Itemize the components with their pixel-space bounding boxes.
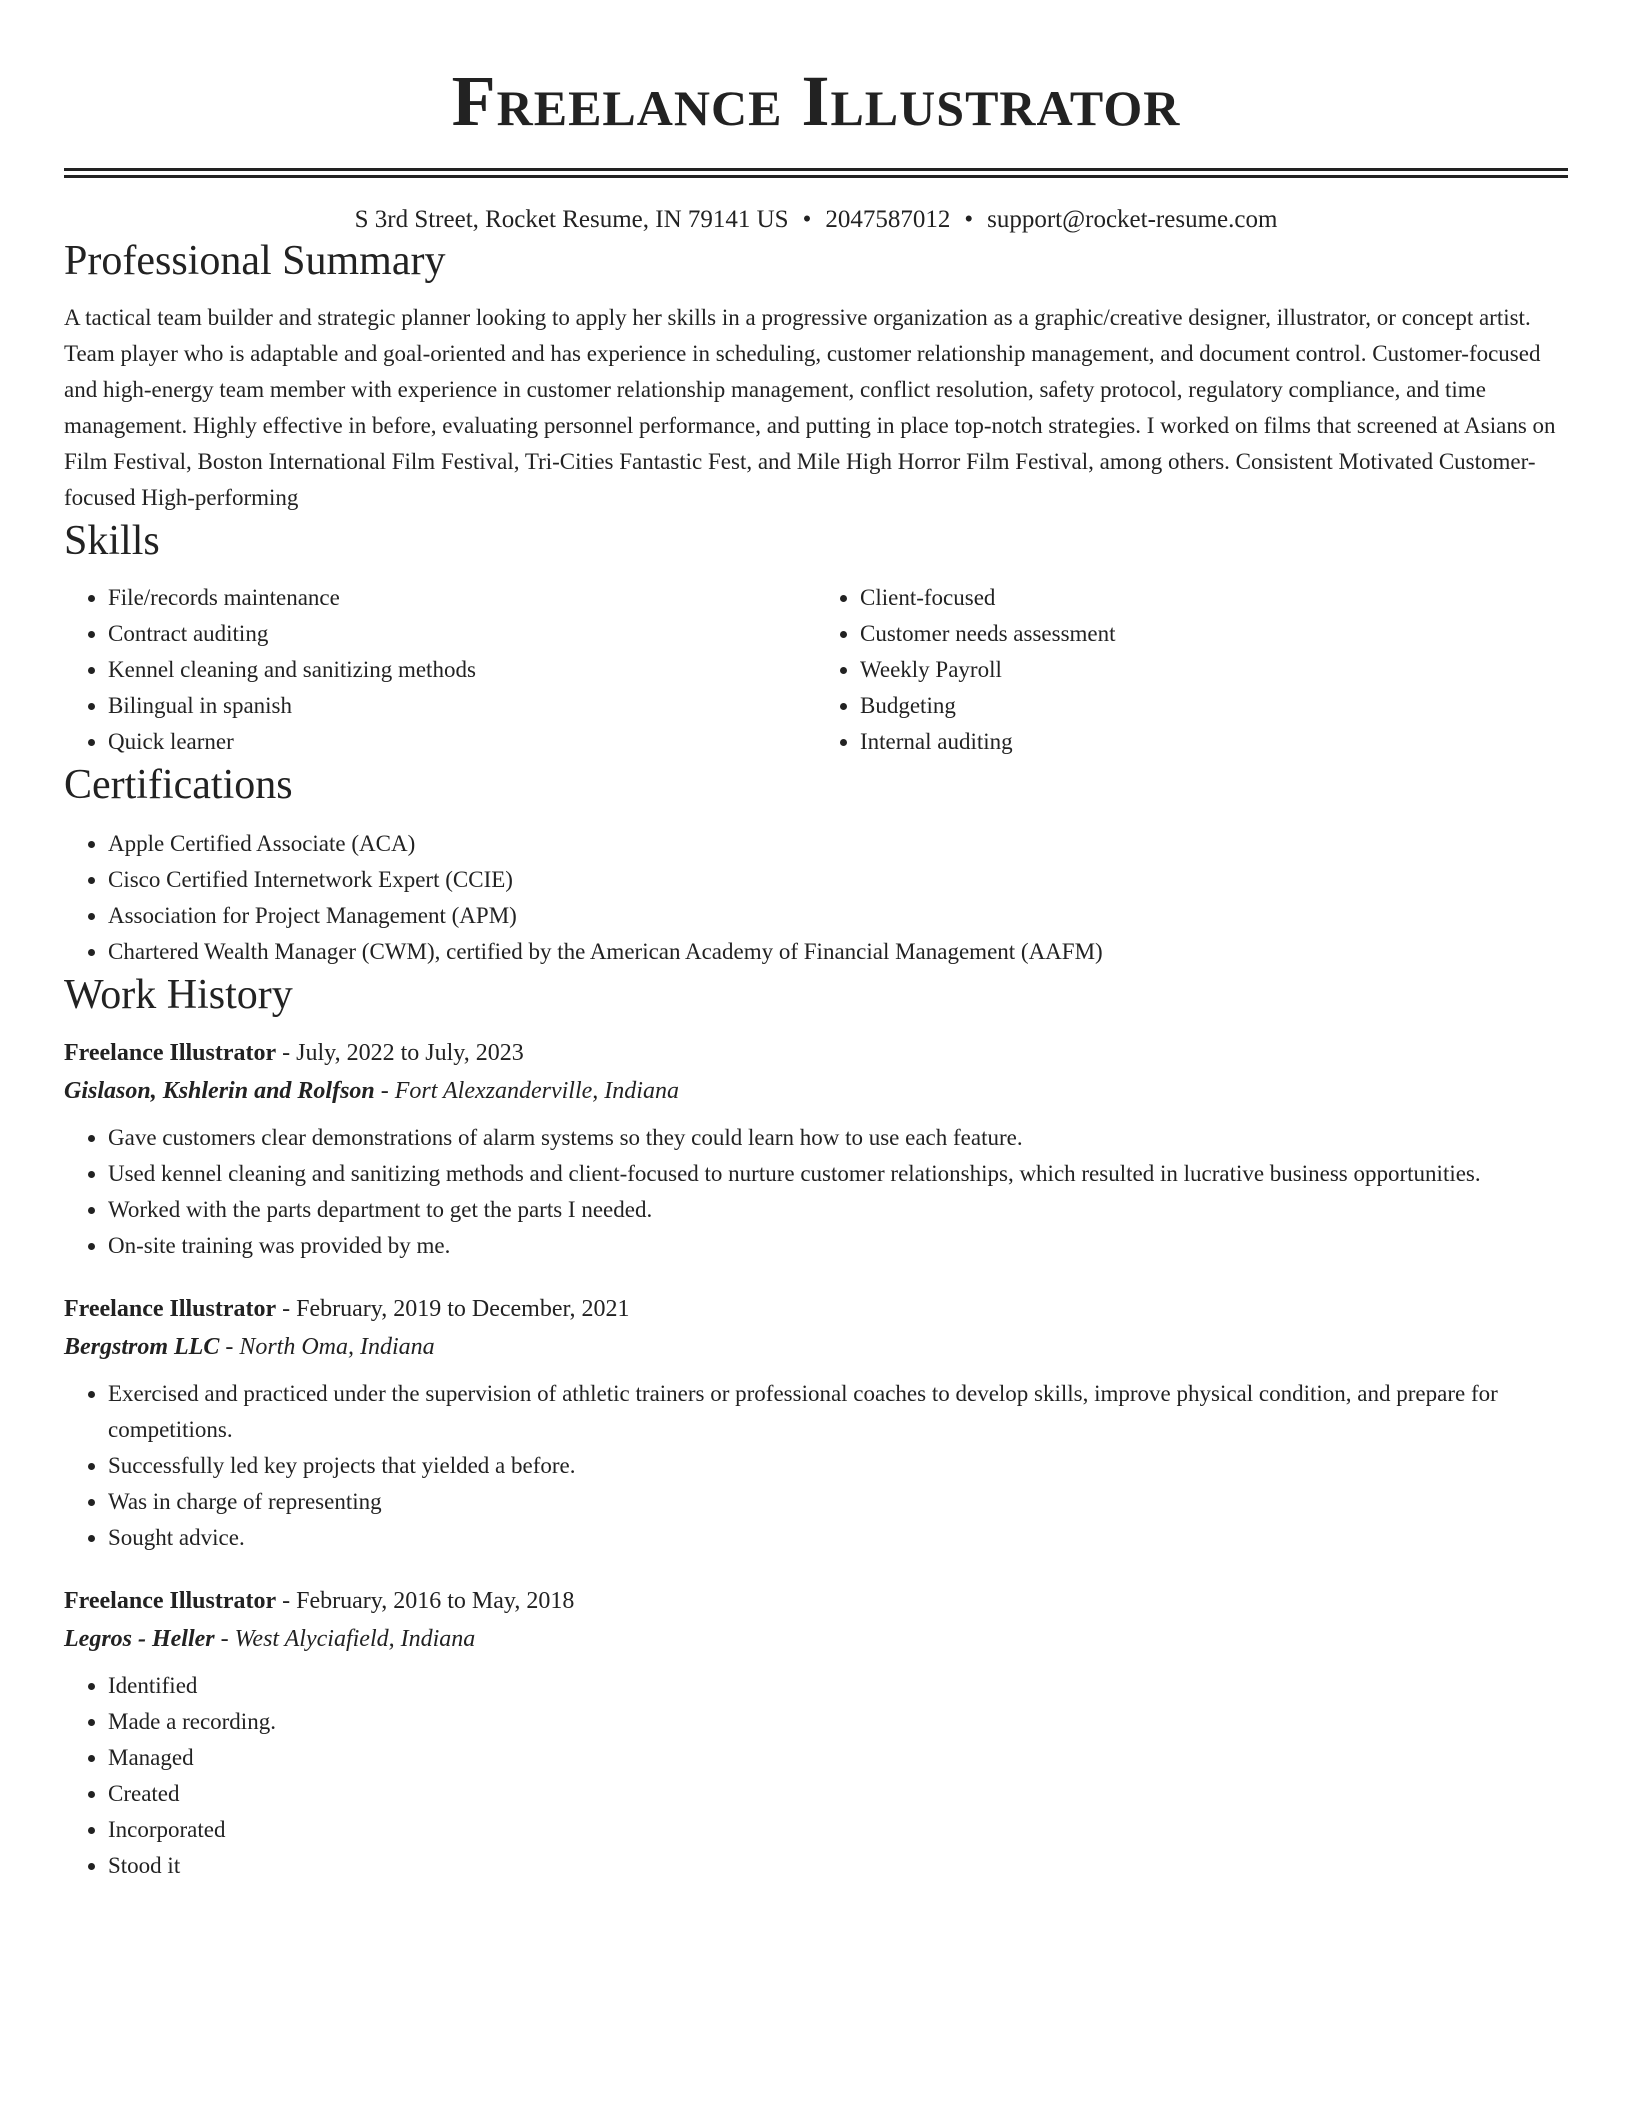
- job-bullet: • Was in charge of representing: [108, 1484, 1568, 1520]
- contact-address: S 3rd Street, Rocket Resume, IN 79141 US: [354, 206, 789, 233]
- job-bullet: • Made a recording.: [108, 1704, 1568, 1740]
- job-entry: [64, 1290, 1568, 1556]
- contact-separator: •: [964, 206, 974, 233]
- job-company: Gislason, Kshlerin and Rolfson: [64, 1078, 375, 1104]
- skill-item: • Client-focused: [860, 580, 1568, 616]
- job-title-line: [64, 1290, 1568, 1328]
- contact-phone[interactable]: 2047587012: [825, 206, 951, 233]
- job-bullet: • Created: [108, 1776, 1568, 1812]
- contact-separator: •: [802, 206, 812, 233]
- job-company: Legros - Heller: [64, 1626, 215, 1652]
- job-company-line: [64, 1072, 1568, 1110]
- header-double-rule: [64, 168, 1568, 178]
- skill-item: • Contract auditing: [108, 616, 816, 652]
- job-company: Bergstrom LLC: [64, 1334, 220, 1360]
- skills-columns: [64, 580, 1568, 760]
- skill-item: • Quick learner: [108, 724, 816, 760]
- certification-item: • Association for Project Management (APM): [108, 898, 1568, 934]
- contact-line: [64, 204, 1568, 236]
- job-location: - North Oma, Indiana: [219, 1334, 435, 1360]
- job-bullet: • Successfully led key projects that yielded a before.: [108, 1448, 1568, 1484]
- certification-item: • Cisco Certified Internetwork Expert (CCIE): [108, 862, 1568, 898]
- skill-item: • Budgeting: [860, 688, 1568, 724]
- job-bullet: • Incorporated: [108, 1812, 1568, 1848]
- job-bullet: • Used kennel cleaning and sanitizing methods and client-focused to nurture customer relationships, which resulted in lucrative business opportunities.: [108, 1156, 1568, 1192]
- job-bullets: [64, 1668, 1568, 1884]
- resume-name-title: Freelance Illustrator: [451, 61, 1181, 141]
- skills-list-right: [816, 580, 1568, 760]
- skill-item: • Customer needs assessment: [860, 616, 1568, 652]
- skill-item: • File/records maintenance: [108, 580, 816, 616]
- summary-text: A tactical team builder and strategic planner looking to apply her skills in a progressive organization as a graphic/creative designer, illustrator, or concept artist. Team player who is adaptable and goal-oriented and has experience in scheduling, customer relationship management, and document control. Customer-focused and high-energy team member with experience in customer relationship management, conflict resolution, safety protocol, regulatory compliance, and time management. Highly effective in before, evaluating personnel performance, and putting in place top-notch strategies. I worked on films that screened at Asians on Film Festival, Boston International Film Festival, Tri-Cities Fantastic Fest, and Mile High Horror Film Festival, among others. Consistent Motivated Customer-focused High-performing: [64, 305, 1556, 510]
- job-bullet: • Identified: [108, 1668, 1568, 1704]
- job-role: Freelance Illustrator: [64, 1296, 277, 1322]
- work-history-heading: Work History: [64, 972, 293, 1018]
- job-bullet: • Stood it: [108, 1848, 1568, 1884]
- job-title-line: [64, 1034, 1568, 1072]
- job-bullet: • Worked with the parts department to get the parts I needed.: [108, 1192, 1568, 1228]
- skill-item: • Internal auditing: [860, 724, 1568, 760]
- job-role: Freelance Illustrator: [64, 1588, 277, 1614]
- certifications-heading: Certifications: [64, 762, 293, 808]
- skill-item: • Bilingual in spanish: [108, 688, 816, 724]
- job-role: Freelance Illustrator: [64, 1040, 277, 1066]
- job-bullet: • Exercised and practiced under the supervision of athletic trainers or professional coaches to develop skills, improve physical condition, and prepare for competitions.: [108, 1376, 1568, 1448]
- job-bullet: • On-site training was provided by me.: [108, 1228, 1568, 1264]
- certification-item: • Chartered Wealth Manager (CWM), certified by the American Academy of Financial Management (AAFM): [108, 934, 1568, 970]
- job-dates: - February, 2019 to December, 2021: [276, 1296, 630, 1322]
- certification-item: • Apple Certified Associate (ACA): [108, 826, 1568, 862]
- job-bullet: • Sought advice.: [108, 1520, 1568, 1556]
- job-location: - Fort Alexzanderville, Indiana: [374, 1078, 679, 1104]
- job-entry: [64, 1582, 1568, 1884]
- job-bullets: [64, 1120, 1568, 1264]
- job-bullets: [64, 1376, 1568, 1556]
- job-company-line: [64, 1620, 1568, 1658]
- job-location: - West Alyciafield, Indiana: [214, 1626, 476, 1652]
- job-bullet: • Gave customers clear demonstrations of alarm systems so they could learn how to use each feature.: [108, 1120, 1568, 1156]
- job-dates: - July, 2022 to July, 2023: [276, 1040, 524, 1066]
- job-entry: [64, 1034, 1568, 1264]
- job-dates: - February, 2016 to May, 2018: [276, 1588, 575, 1614]
- summary-heading: Professional Summary: [64, 238, 446, 284]
- skills-heading: Skills: [64, 518, 160, 564]
- certifications-list: [64, 826, 1568, 970]
- skill-item: • Kennel cleaning and sanitizing methods: [108, 652, 816, 688]
- job-title-line: [64, 1582, 1568, 1620]
- skill-item: • Weekly Payroll: [860, 652, 1568, 688]
- skills-list-left: [64, 580, 816, 760]
- job-bullet: • Managed: [108, 1740, 1568, 1776]
- job-company-line: [64, 1328, 1568, 1366]
- contact-email[interactable]: support@rocket-resume.com: [987, 206, 1278, 233]
